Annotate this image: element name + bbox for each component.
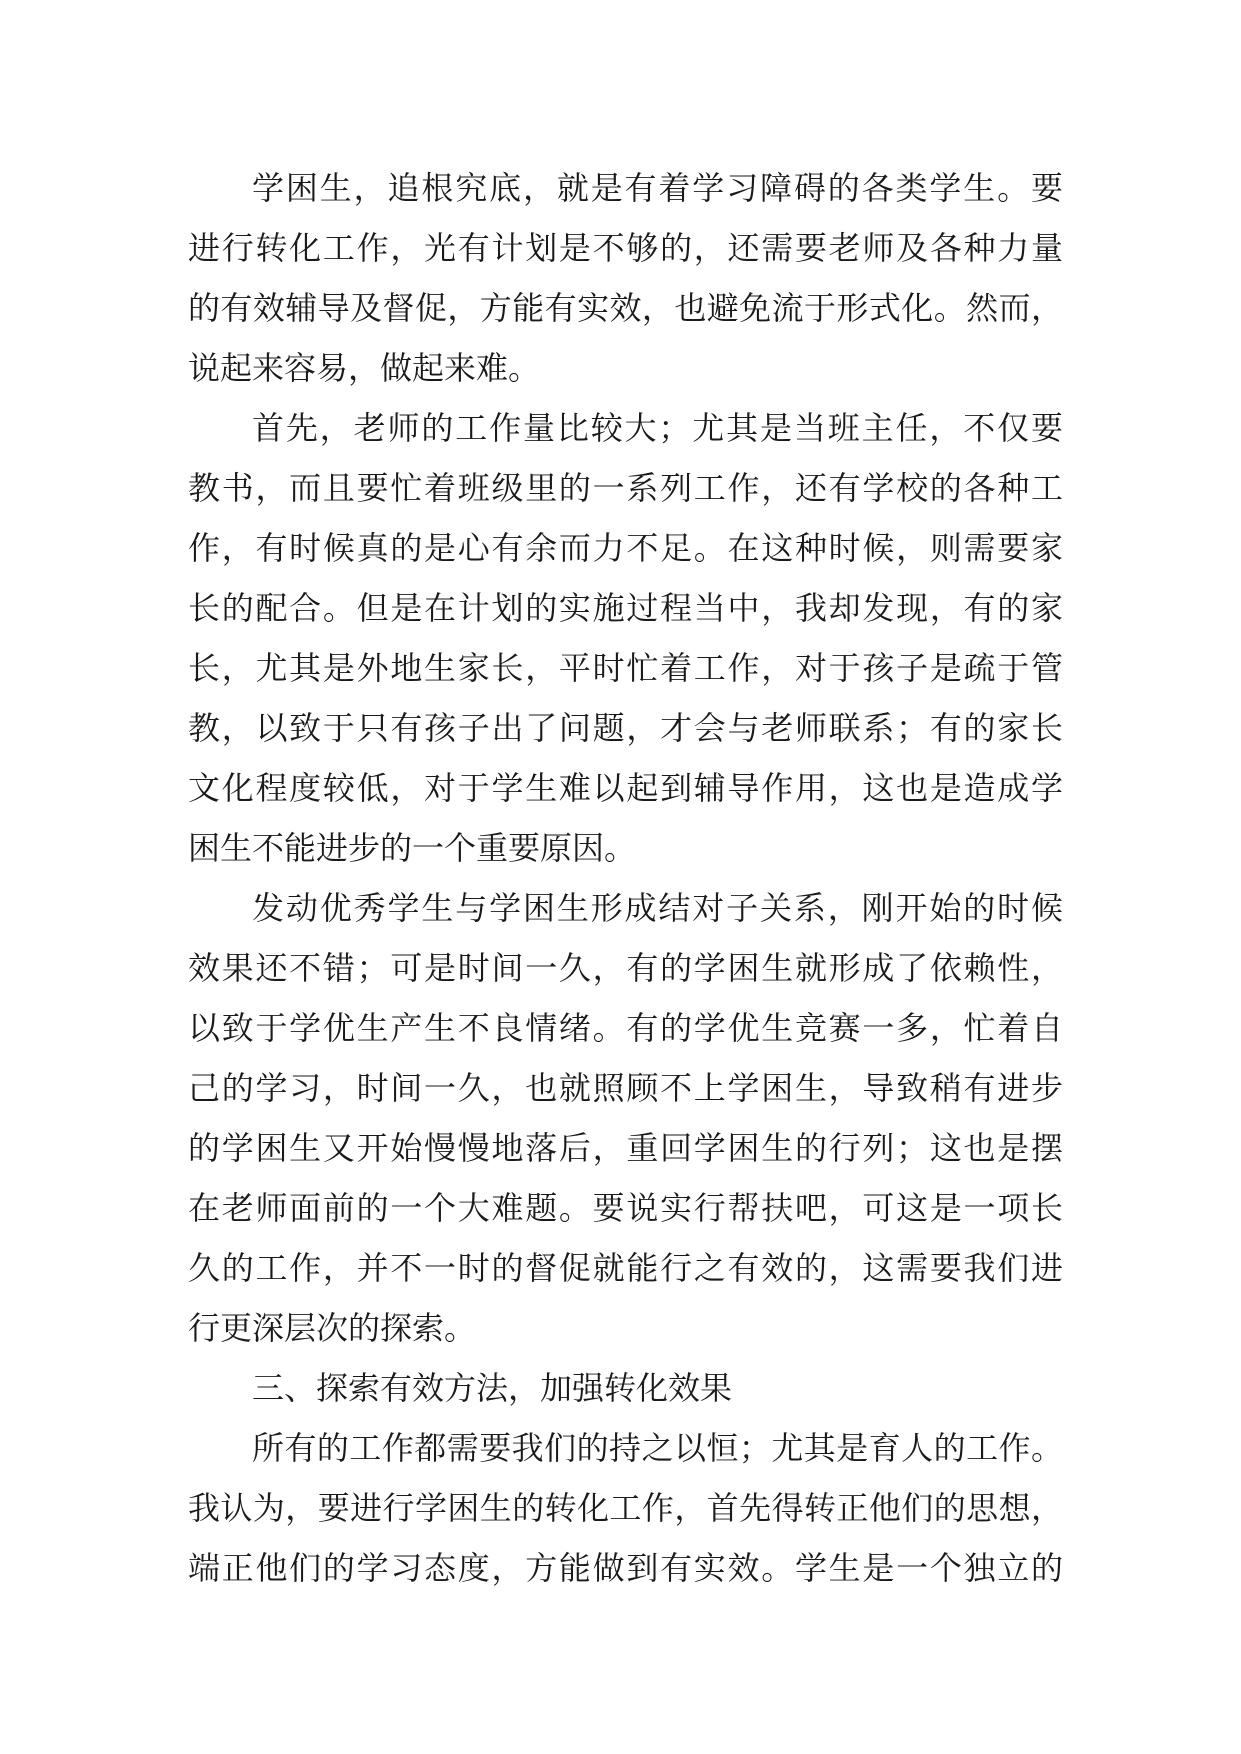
paragraph-3-line-5: 的学困生又开始慢慢地落后，重回学困生的行列；这也是摆 [188,1129,1063,1167]
section-heading: 三、探索有效方法，加强转化效果 [252,1369,733,1407]
paragraph-2-line-2: 教书，而且要忙着班级里的一系列工作，还有学校的各种工 [188,469,1063,507]
paragraph-3-line-6: 在老师面前的一个大难题。要说实行帮扶吧，可这是一项长 [188,1189,1063,1227]
document-body [188,158,1063,1598]
paragraph-3-line-2: 效果还不错；可是时间一久，有的学困生就形成了依赖性， [188,949,1063,987]
paragraph-3-line-1: 发动优秀学生与学困生形成结对子关系，刚开始的时候 [252,889,1063,927]
paragraph-2-line-4: 长的配合。但是在计划的实施过程当中，我却发现，有的家 [188,589,1063,627]
paragraph-2-line-3: 作，有时候真的是心有余而力不足。在这种时候，则需要家 [188,529,1063,567]
paragraph-2-line-5: 长，尤其是外地生家长，平时忙着工作，对于孩子是疏于管 [188,649,1063,687]
paragraph-2-line-8: 困生不能进步的一个重要原因。 [188,829,637,867]
paragraph-2-line-6: 教，以致于只有孩子出了问题，才会与老师联系；有的家长 [188,709,1063,747]
paragraph-2-line-7: 文化程度较低，对于学生难以起到辅导作用，这也是造成学 [188,769,1063,807]
paragraph-1-line-3: 的有效辅导及督促，方能有实效，也避免流于形式化。然而， [188,289,1063,327]
paragraph-3-line-4: 己的学习，时间一久，也就照顾不上学困生，导致稍有进步 [188,1069,1063,1107]
paragraph-5-line-2: 我认为，要进行学困生的转化工作，首先得转正他们的思想， [188,1489,1063,1527]
paragraph-2-line-1: 首先，老师的工作量比较大；尤其是当班主任，不仅要 [252,409,1063,447]
paragraph-3-line-7: 久的工作，并不一时的督促就能行之有效的，这需要我们进 [188,1249,1063,1287]
paragraph-3-line-8: 行更深层次的探索。 [188,1309,477,1347]
paragraph-3-line-3: 以致于学优生产生不良情绪。有的学优生竞赛一多，忙着自 [188,1009,1063,1047]
paragraph-5-line-1: 所有的工作都需要我们的持之以恒；尤其是育人的工作。 [252,1429,1063,1467]
paragraph-5-line-3: 端正他们的学习态度，方能做到有实效。学生是一个独立的 [188,1549,1063,1587]
paragraph-1-line-1: 学困生，追根究底，就是有着学习障碍的各类学生。要 [252,169,1063,207]
paragraph-1-line-2: 进行转化工作，光有计划是不够的，还需要老师及各种力量 [188,229,1063,267]
paragraph-1-line-4: 说起来容易，做起来难。 [188,349,541,387]
